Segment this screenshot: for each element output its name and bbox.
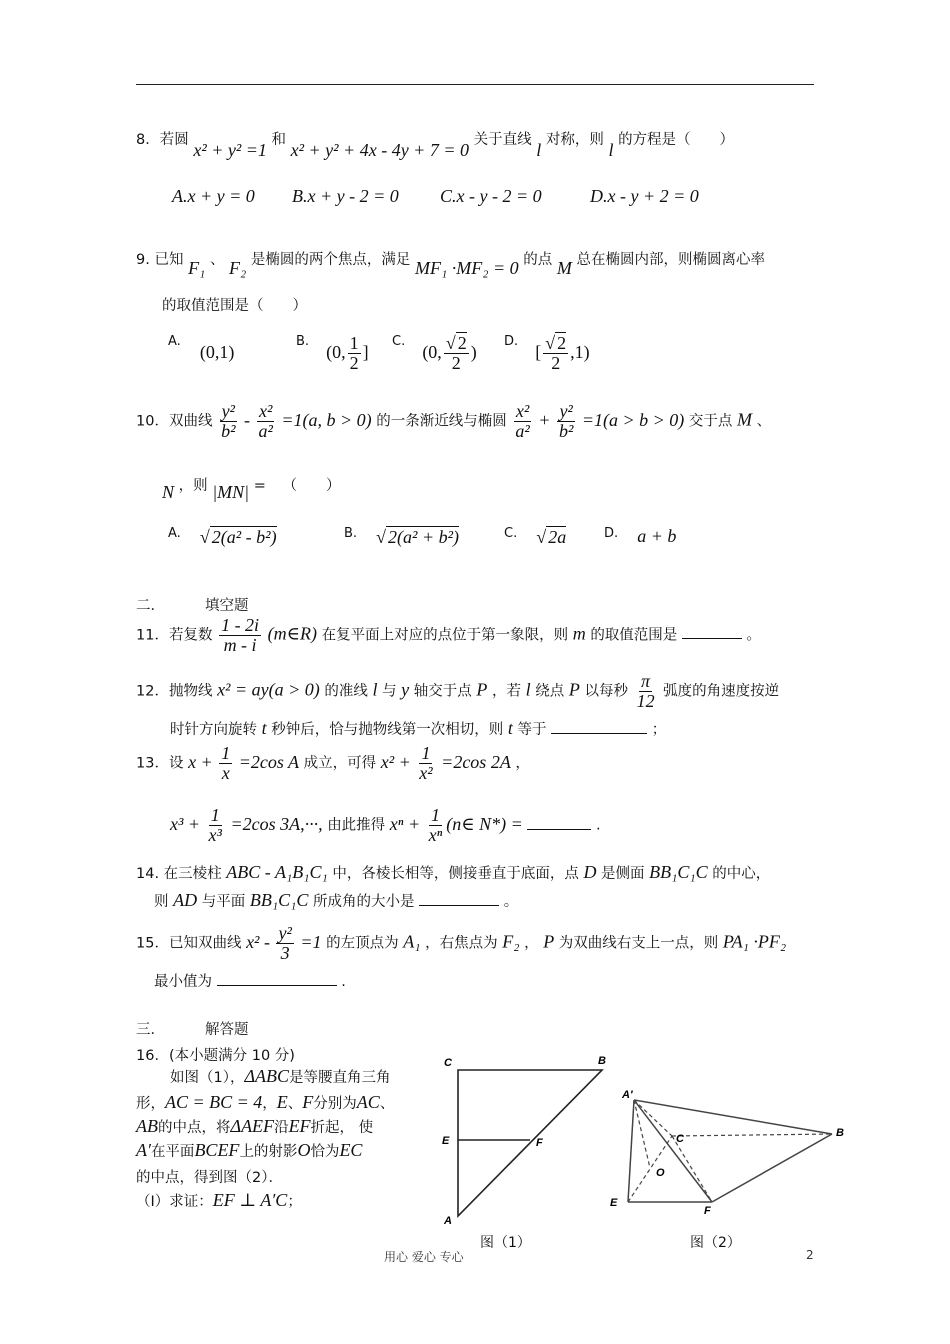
edge-f-b [712, 1134, 832, 1202]
section-3-heading: 三． 解答题 [136, 1022, 249, 1038]
question-14: 14. 在三棱柱 ABC - A₁B₁C₁ 中，各棱长相等，侧接垂直于底面，点 D 是侧面 BB₁C₁C 的中心， [136, 862, 771, 882]
q16-line2: 形，AC = BC = 4，E、F分别为AC、 [136, 1092, 395, 1112]
section-2-heading: 二． 填空题 [136, 598, 249, 614]
q11-answer-blank[interactable] [682, 638, 742, 639]
q16-line4: A′在平面BCEF上的射影O恰为EC [136, 1140, 363, 1160]
figure-2-caption: 图（2） [690, 1235, 741, 1251]
question-11: 11．若复数 $\frac{1 - 2i}{m - i}$ (m∈R) 在复平面上对应的点位于第一象限，则 m 的取值范围是 。 [136, 615, 762, 655]
edge-a-b [634, 1100, 832, 1134]
figure-1 [436, 1050, 622, 1230]
q8-option-b: B.x + y - 2 = 0 [292, 186, 399, 206]
fig1-label-f: F [536, 1137, 543, 1149]
fig2-label-f: F [704, 1205, 711, 1217]
header-rule [136, 84, 814, 85]
fig2-label-c: C [676, 1133, 684, 1145]
q14-answer-blank[interactable] [419, 905, 499, 906]
question-16-title: 16．(本小题满分 10 分) [136, 1048, 295, 1064]
edge-e-c [628, 1136, 672, 1202]
q10-option-a: $^{A.}$ √ 2(a² - b²) [168, 526, 277, 547]
fig2-label-b: B [836, 1127, 844, 1139]
fig2-label-e: E [610, 1197, 618, 1209]
fig1-label-b: B [598, 1055, 606, 1067]
figure-1-caption: 图（1） [480, 1235, 531, 1251]
q8-option-d: D.x - y + 2 = 0 [590, 186, 699, 206]
page-number: 2 [806, 1248, 814, 1262]
question-9: 9. 已知 F₁ 、 F₂ 是椭圆的两个焦点，满足 MF₁ ·MF₂ = 0 的点 M 总在椭圆内部，则椭圆离心率 [136, 252, 765, 278]
q13-line2: x³ + $\frac{1}{\text{x³}}$ =2cos 3A,···, 由此推得 xⁿ + $\frac{1}{\text{xⁿ}}$ (n∈ N*) = . [170, 805, 601, 845]
triangle-abc [458, 1070, 602, 1216]
figure-2 [604, 1084, 854, 1218]
q10-option-b: $^{B.}$ √ 2(a² + b²) [344, 526, 459, 547]
q10-line2: N ，则 |MN| = （ ） [162, 478, 341, 502]
q8-option-a: A.x + y = 0 [172, 186, 255, 206]
q9-option-b: $^{B.}$ (0, $\frac{1}{2}$ ] [296, 333, 369, 373]
q12-line2: 时针方向旋转 t 秒钟后，恰与抛物线第一次相切，则 t 等于 ； [170, 718, 667, 738]
question-10: 10．双曲线 $\frac{\text{y²}}{\text{b²}}$ - $\frac{\text{x²}}{\text{a²}}$ =1(a, b > 0) 的一条渐近线与椭圆 $\frac{\text{x²}}{\text{a²}}$ + $\frac{\text{y²}}{\text{b²}}$ =1(a > b > 0) 交于点 M 、 [136, 401, 772, 441]
q15-answer-blank[interactable] [217, 985, 337, 986]
q9-line2: 的取值范围是（ ） [162, 298, 307, 314]
question-15: 15．已知双曲线 x² - $\frac{\text{y²}}{3}$ =1 的左顶点为 A₁ ，右焦点为 F₂ ， P 为双曲线右支上一点，则 PA₁ ·PF₂ [136, 923, 787, 963]
q16-part1: （Ⅰ）求证：EF ⊥ A′C； [136, 1190, 302, 1210]
q14-line2: 则 AD 与平面 BB₁C₁C 所成角的大小是 。 [154, 890, 519, 910]
question-8: 8．若圆 x² + y² =1 和 x² + y² + 4x - 4y + 7 = 0 关于直线 l 对称，则 l 的方程是（ ） [136, 132, 735, 160]
fig1-label-c: C [444, 1057, 452, 1069]
fig2-label-a: A′ [622, 1089, 633, 1101]
edge-c-b [672, 1134, 832, 1136]
q13-answer-blank[interactable] [527, 829, 591, 830]
q16-line3: AB的中点，将ΔAEF沿EF折起， 使 [136, 1116, 374, 1136]
q10-option-c: $^{C.}$ √ 2a [504, 526, 567, 547]
q9-option-a: $^{A.}$ (0,1) [168, 334, 235, 362]
q8-option-c: C.x - y - 2 = 0 [440, 186, 542, 206]
fig1-label-e: E [442, 1135, 450, 1147]
q16-line1: 如图（1），ΔABC是等腰直角三角 [170, 1066, 391, 1086]
q12-answer-blank[interactable] [551, 733, 647, 734]
q16-line5: 的中点，得到图（2）． [136, 1170, 283, 1186]
q9-option-d: $^{D.}$ [ $\frac{√ 2}{2}$ ,1) [504, 333, 590, 373]
q15-line2: 最小值为 . [154, 974, 346, 990]
edge-a-e [628, 1100, 634, 1202]
footer-text: 用心 爱心 专心 [384, 1250, 464, 1264]
q10-option-d: $^{D.}$ a + b [604, 526, 677, 546]
q9-option-c: $^{C.}$ (0, $\frac{√ 2}{2}$ ) [392, 333, 477, 373]
question-12: 12．抛物线 x² = ay(a > 0) 的准线 l 与 y 轴交于点 P ，若 l 绕点 P 以每秒 $\frac{\pi}{12}$ 弧度的角速度按逆 [136, 671, 780, 711]
fig1-label-a: A [444, 1215, 452, 1227]
edge-c-f [672, 1136, 712, 1202]
question-13: 13．设 x + $\frac{1}{x}$ =2cos A 成立，可得 x² + $\frac{1}{\text{x²}}$ =2cos 2A ， [136, 743, 530, 783]
fig2-label-o: O [656, 1167, 665, 1179]
